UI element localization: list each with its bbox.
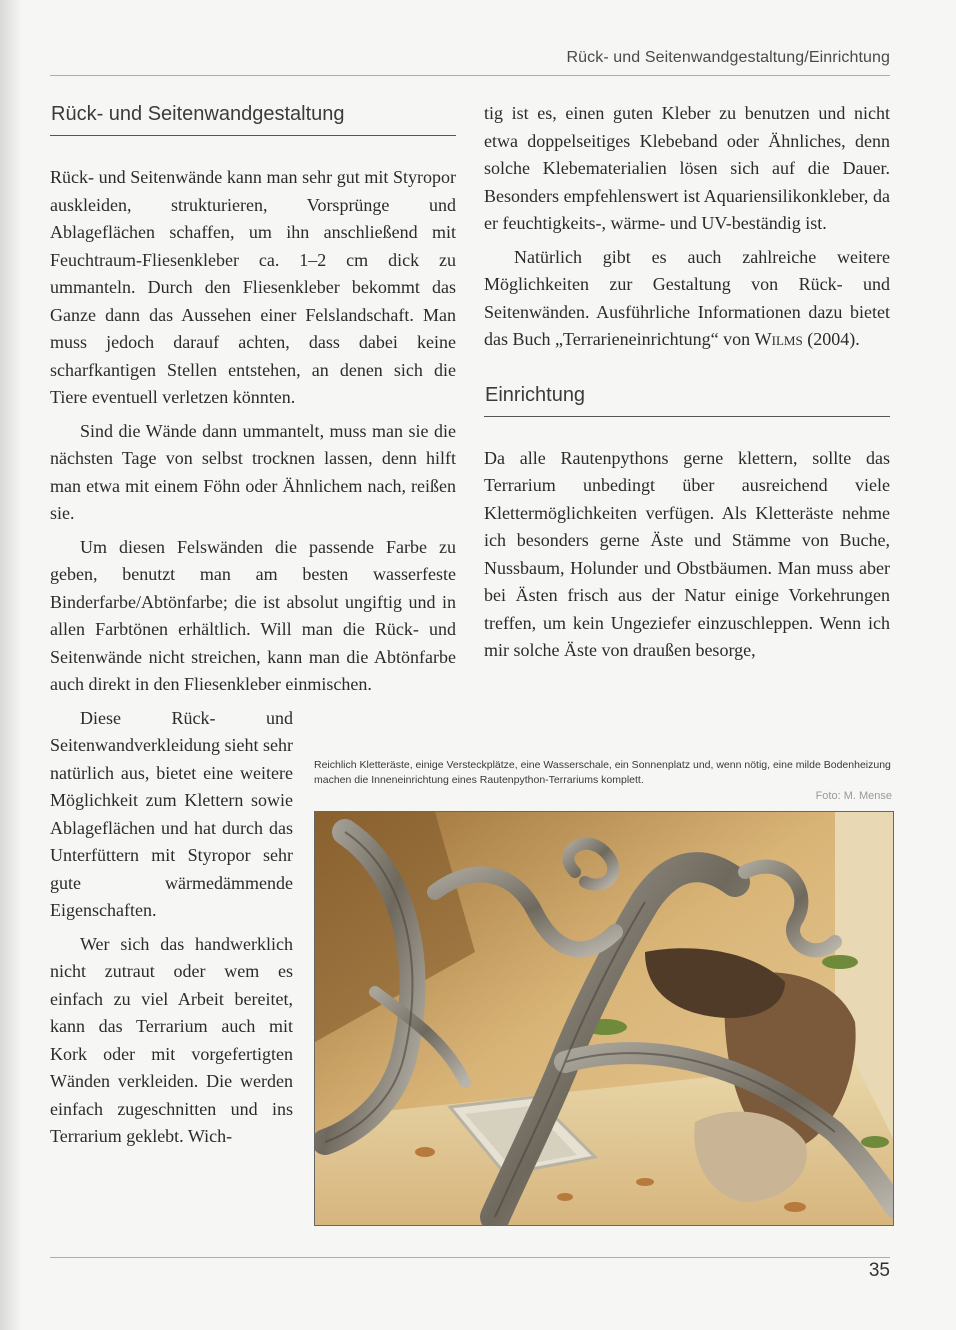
header-rule <box>50 75 890 76</box>
footer-rule <box>50 1257 890 1258</box>
paragraph <box>484 244 890 354</box>
paragraph: Da alle Rautenpythons gerne klettern, sollte das Terrarium unbedingt über ausreichend viele Klettermöglichkeiten verfügen. Als Kletteräste nehme ich besonders gerne Äste und Stämme von Buche, Nussbaum, Holunder und Obstbäumen. Man muss aber bei Ästen frisch aus der Natur einige Vorkehrungen treffen, um kein Ungeziefer einzuschleppen. Wenn ich mir solche Äste von draußen besorge, <box>484 447 890 660</box>
section-heading-rueck-seitenwand: Rück- und Seitenwandgestaltung <box>50 103 456 136</box>
running-head: Rück- und Seitenwandgestaltung/Einrichtung <box>566 49 890 66</box>
section-heading-einrichtung: Einrichtung <box>484 384 890 417</box>
page-gutter-shadow <box>0 0 22 1330</box>
paragraph-text: Natürlich gibt es auch zahlreiche weitere Möglichkeiten zur Gestaltung von Rück- und Seitenwänden. Ausführliche Informationen dazu bietet das Buch „Terrarieneinrichtung“ von <box>484 246 890 349</box>
paragraph: Rück- und Seitenwände kann man sehr gut mit Styropor auskleiden, strukturieren, Vorsprünge und Ablageflächen schaffen, um ihn anschließend mit Feuchtraum-Fliesenkleber ca. 1–2 cm dick zu ummanteln. Durch den Fliesenkleber bekommt das Ganze dann das Aussehen einer Felslandschaft. Man muss jedoch darauf achten, dass dabei keine scharfkantigen Stellen entstehen, an denen sich die Tiere eventuell verletzen könnten. <box>50 167 456 407</box>
paragraph: Sind die Wände dann ummantelt, muss man sie die nächsten Tage von selbst trocknen lassen, denn hilft man etwa mit einem Föhn oder Ähnlichem nach, reißen sie. <box>50 420 456 523</box>
citation-year: (2004). <box>807 329 860 349</box>
paragraph: Um diesen Felswänden die passende Farbe zu geben, benutzt man am besten wasserfeste Binderfarbe/Abtönfarbe; die ist absolut ungiftig und in allen Farbtönen erhältlich. Will man die Rück- und Seitenwände nicht streichen, kann man die Abtönfarbe auch direkt in den Fliesenkleber einmischen. <box>50 536 456 694</box>
terrarium-photo <box>314 811 894 1226</box>
right-column <box>484 100 890 665</box>
author-name: Wilms <box>754 329 803 349</box>
paragraph: Wer sich das handwerklich nicht zutraut oder wem es einfach zu viel Arbeit bereitet, kann das Terrarium auch mit Kork oder mit vorgefertigten Wänden verkleiden. Die werden einfach zugeschnitten und ins Terrarium geklebt. Wich- <box>50 933 293 1146</box>
paragraph-continuation: tig ist es, einen guten Kleber zu benutzen und nicht etwa doppelseitiges Klebeband oder Ähnliches, denn solche Klebematerialien lösen sich auf die Dauer. Besonders empfehlenswert ist Aquariensilikonkleber, da er feuchtigkeits-, wärme- und UV-beständig ist. <box>484 103 890 233</box>
photo-credit: Foto: M. Mense <box>815 790 892 802</box>
paragraph: Diese Rück- und Seitenwandverkleidung sieht sehr natürlich aus, bietet eine weitere Möglichkeit zum Klettern sowie Ablageflächen und hat durch das Unterfüttern mit Styropor sehr gute wärmedämmende Eigenschaften. <box>50 707 293 920</box>
figure-caption: Reichlich Kletteräste, einige Versteckplätze, eine Wasserschale, ein Sonnenplatz und, wenn nötig, eine milde Bodenheizung machen die Inneneinrichtung eines Rautenpython-Terrariums komplett. <box>314 759 891 786</box>
terrarium-illustration <box>315 812 894 1226</box>
page-number: 35 <box>868 1260 890 1281</box>
